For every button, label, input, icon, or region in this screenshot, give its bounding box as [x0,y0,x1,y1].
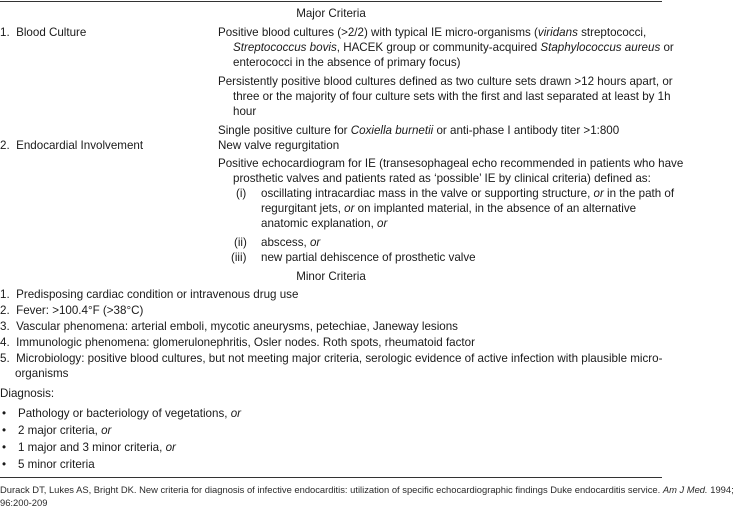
bullet: • [2,424,7,437]
bullet: • [2,441,7,454]
minor-item-3: 3. Vascular phenomena: arterial emboli, mycotic aneurysms, petechiae, Janeway lesions [0,320,458,333]
minor-item-4: 4. Immunologic phenomena: glomerulonephritis, Osler nodes. Roth spots, rheumatoid factor [0,336,475,349]
table-top-rule [0,1,662,2]
minor-item-2: 2. Fever: >100.4°F (>38°C) [0,304,144,317]
endocardial-label: 2. Endocardial Involvement [0,139,144,152]
table-bottom-rule [0,477,662,478]
endocardial-criterion-1: New valve regurgitation [218,139,340,152]
bullet: • [2,407,7,420]
blood-culture-criterion-3: Single positive culture for Coxiella burnetii or anti-phase I antibody titer >1:800 [218,124,620,137]
diagnosis-heading: Diagnosis: [0,387,55,400]
bullet: • [2,458,7,471]
minor-item-1: 1. Predisposing cardiac condition or intravenous drug use [0,288,299,301]
minor-criteria-heading: Minor Criteria [296,270,366,283]
blood-culture-label: 1. Blood Culture [0,26,87,39]
major-criteria-heading: Major Criteria [296,7,366,20]
